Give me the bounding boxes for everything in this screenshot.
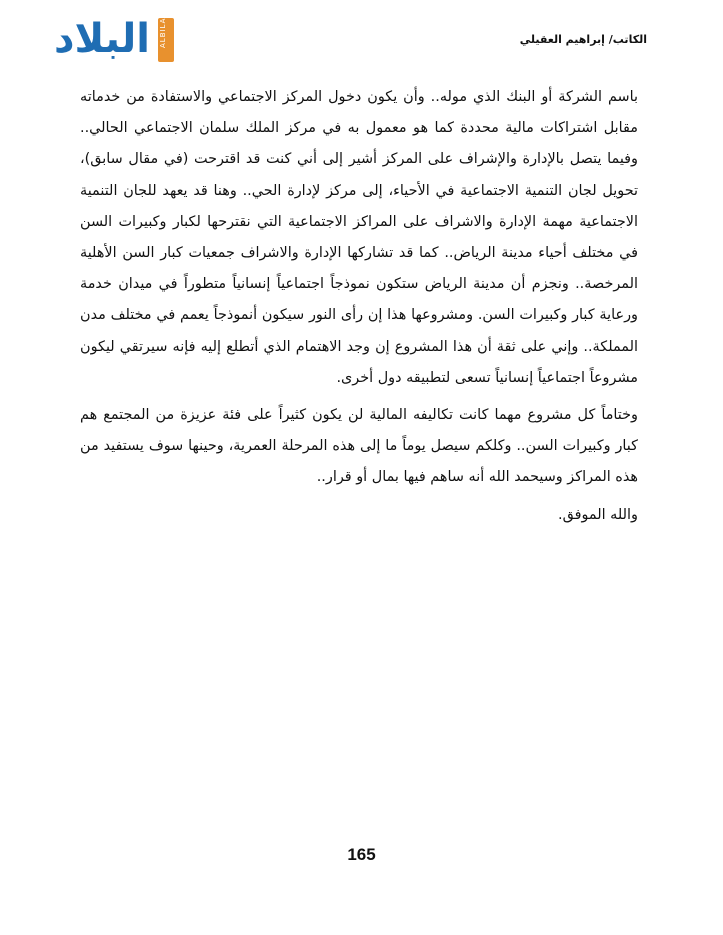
article-body: [80, 82, 638, 531]
newspaper-logo: [48, 11, 178, 66]
logo-wordmark: البلاد: [54, 16, 150, 62]
article-paragraph: وختاماً كل مشروع مهما كانت تكاليفه المالية لن يكون كثيراً على فئة عزيزة من المجتمع هم كبار وكبيرات السن.. وكلكم سيصل يوماً ما إلى هذه المرحلة العمرية، وحينها سوف يستفيد من هذه المراكز وسيحمد الله أنه ساهم فيها بمال أو قرار..: [80, 407, 638, 486]
article-paragraph: باسم الشركة أو البنك الذي موله.. وأن يكون دخول المركز الاجتماعي والاستفادة من خدماته مقابل اشتراكات مالية محددة كما هو معمول به في مركز الملك سلمان الاجتماعي الحالي.. وفيما يتصل بالإدارة والإشراف على المركز أشير إلى أني كنت قد اقترحت (في مقال سابق)، تحويل لجان التنمية الاجتماعية في الأحياء، إلى مركز لإدارة الحي.. وهنا قد يعهد للجان التنمية الاجتماعية مهمة الإدارة والاشراف على المراكز الاجتماعية التي نقترحها لكبار وكبيرات السن في مختلف أحياء مدينة الرياض.. كما قد تشاركها الإدارة والاشراف جمعيات كبار السن الأهلية المرخصة.. ونجزم أن مدينة الرياض ستكون نموذجاً اجتماعياً إنسانياً متطوراً في ميدان خدمة ورعاية كبار وكبيرات السن. ومشروعها هذا إن رأى النور سيكون أنموذجاً يعمم في مختلف مدن المملكة.. وإني على ثقة أن هذا المشروع إن وجد الاهتمام الذي أتطلع إليه فإنه سيرتقي ليكون مشروعاً اجتماعياً إنسانياً تسعى لتطبيقه دول أخرى.: [80, 89, 638, 386]
author-label: الكاتب/ إبراهيم العقيلي: [519, 33, 647, 46]
article-paragraph: والله الموفق.: [558, 506, 638, 523]
logo-tagline: ALBILAD: [159, 11, 167, 48]
page-number: 165: [347, 845, 376, 864]
logo-tagline-badge: [158, 11, 174, 62]
